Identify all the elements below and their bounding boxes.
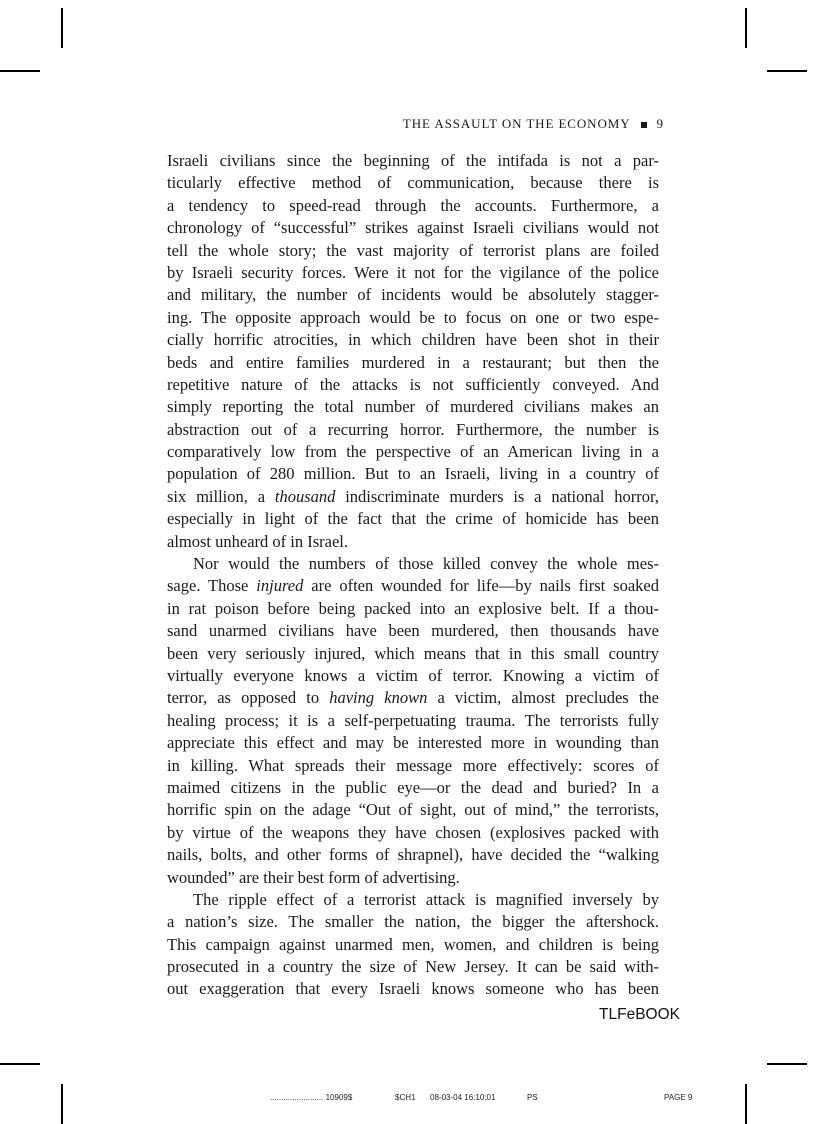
text-line: chronology of “successful” strikes against Israeli civilians would not <box>167 218 659 238</box>
text-line: ticularly effective method of communication, because there is <box>167 173 659 193</box>
text-line: by Israeli security forces. Were it not for the vigilance of the police <box>167 262 659 282</box>
italic-emphasis: thousand <box>274 486 336 506</box>
text-line: comparatively low from the perspective of an American living in a <box>167 442 659 462</box>
crop-mark-top-left-vertical <box>61 8 63 48</box>
slug-timestamp: 08-03-04 16:10:01 <box>430 1093 496 1102</box>
body-text <box>167 150 659 1001</box>
text-line: six million, a thousand indiscriminate murders is a national horror, <box>167 486 660 506</box>
text-line: sand unarmed civilians have been murdered, then thousands have <box>167 621 659 641</box>
text-line: virtually everyone knows a victim of terror. Knowing a victim of <box>167 665 659 685</box>
text-line: a nation’s size. The smaller the nation, the bigger the aftershock. <box>167 912 659 932</box>
text-line: prosecuted in a country the size of New Jersey. It can be said with- <box>167 957 659 977</box>
slug-job: ........................ 10909$ <box>270 1093 353 1102</box>
text-line: nails, bolts, and other forms of shrapnel), have decided the “walking <box>167 845 659 865</box>
text-line: been very seriously injured, which means that in this small country <box>167 643 659 663</box>
text-line: ing. The opposite approach would be to focus on one or two espe- <box>167 307 659 327</box>
watermark: TLFeBOOK <box>599 1006 680 1023</box>
text-line: in killing. What spreads their message more effectively: scores of <box>167 755 659 775</box>
running-head <box>160 116 663 132</box>
crop-mark-bottom-right-vertical <box>745 1084 747 1124</box>
running-head-title: THE ASSAULT ON THE ECONOMY <box>402 116 631 131</box>
text-line: healing process; it is a self-perpetuating trauma. The terrorists fully <box>167 710 659 730</box>
text-line: by virtue of the weapons they have chosen (explosives packed with <box>167 822 659 842</box>
text-line: This campaign against unarmed men, women, and children is being <box>167 934 659 954</box>
italic-emphasis: injured <box>256 576 304 596</box>
text-line: appreciate this effect and may be interested more in wounding than <box>167 733 659 753</box>
crop-mark-bottom-left-vertical <box>61 1084 63 1124</box>
slug-page-label: PAGE 9 <box>664 1093 693 1102</box>
italic-emphasis: having known <box>329 688 428 708</box>
text-line: Nor would the numbers of those killed convey the whole mes- <box>193 554 659 574</box>
text-line: tell the whole story; the vast majority of terrorist plans are foiled <box>167 240 659 260</box>
text-line: cially horrific atrocities, in which children have been shot in their <box>167 330 659 350</box>
text-line: abstraction out of a recurring horror. Furthermore, the number is <box>167 419 659 439</box>
text-line: out exaggeration that every Israeli knows someone who has been <box>167 979 659 999</box>
crop-mark-bottom-left-horizontal <box>0 1063 40 1065</box>
text-line: repetitive nature of the attacks is not sufficiently conveyed. And <box>167 374 659 394</box>
text-line: wounded” are their best form of advertising. <box>167 867 460 887</box>
text-line: and military, the number of incidents would be absolutely stagger- <box>167 285 659 305</box>
crop-mark-bottom-right-horizontal <box>767 1063 807 1065</box>
text-line: maimed citizens in the public eye—or the dead and buried? In a <box>167 777 659 797</box>
crop-mark-top-left-horizontal <box>0 70 40 72</box>
text-line: a tendency to speed-read through the accounts. Furthermore, a <box>167 195 659 215</box>
square-bullet-icon <box>641 122 647 128</box>
text-line: especially in light of the fact that the crime of homicide has been <box>167 509 659 529</box>
text-line: beds and entire families murdered in a restaurant; but then the <box>167 352 659 372</box>
page-number: 9 <box>656 116 663 131</box>
text-line: in rat poison before being packed into an explosive belt. If a thou- <box>167 598 659 618</box>
slug-section: $CH1 <box>395 1093 416 1102</box>
text-line: horrific spin on the adage “Out of sight, out of mind,” the terrorists, <box>167 800 659 820</box>
text-line: terror, as opposed to having known a victim, almost precludes the <box>167 688 659 708</box>
crop-mark-top-right-vertical <box>745 8 747 48</box>
text-line: population of 280 million. But to an Israeli, living in a country of <box>167 464 659 484</box>
text-line: The ripple effect of a terrorist attack is magnified inversely by <box>193 889 659 909</box>
slug-code: PS <box>527 1093 538 1102</box>
crop-mark-top-right-horizontal <box>767 70 807 72</box>
text-line: sage. Those injured are often wounded for life—by nails first soaked <box>167 576 659 596</box>
text-line: Israeli civilians since the beginning of the intifada is not a par- <box>167 151 659 170</box>
text-line: simply reporting the total number of murdered civilians makes an <box>167 397 659 417</box>
text-line: almost unheard of in Israel. <box>167 531 348 551</box>
